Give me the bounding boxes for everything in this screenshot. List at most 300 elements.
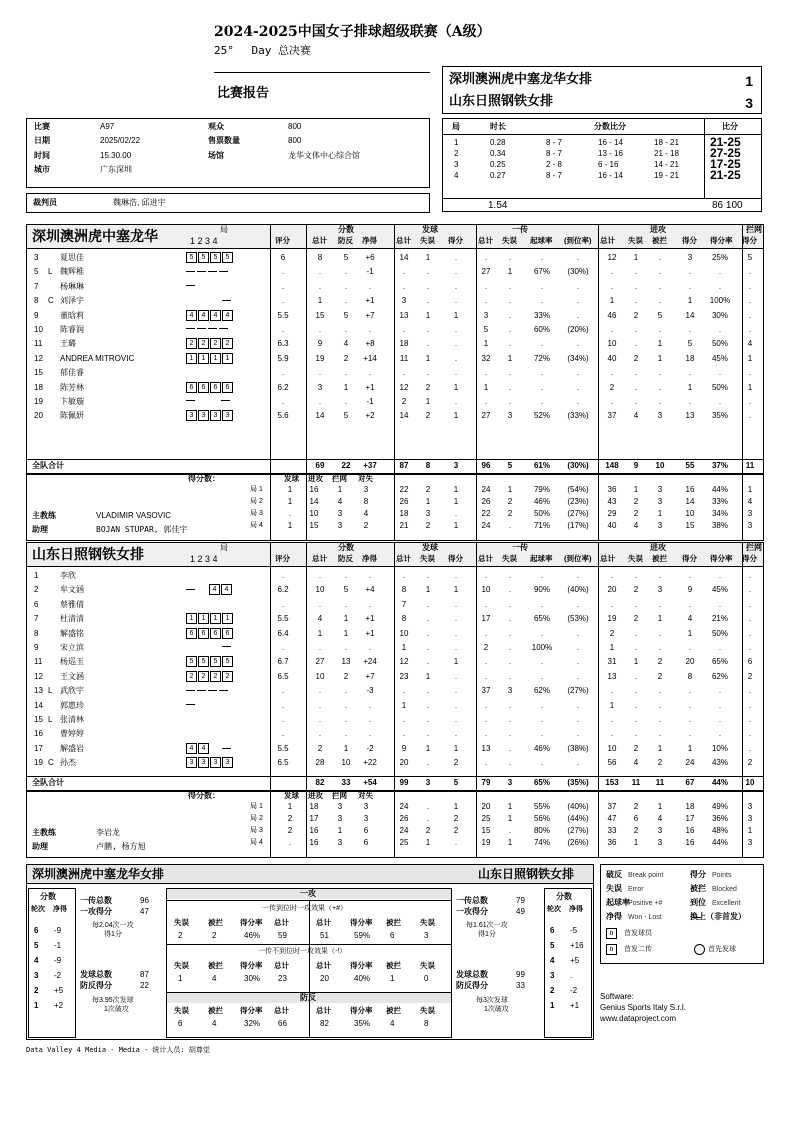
- set-row-label: 局 1: [250, 802, 263, 810]
- player-name: 魏辉稚: [60, 267, 84, 277]
- stat-rerr: 1: [507, 267, 513, 277]
- set-row-aerr: 1: [633, 484, 639, 494]
- total-apct: 37%: [711, 460, 728, 470]
- info-value: 15.30.00: [100, 151, 132, 160]
- total-stot: 99: [399, 777, 409, 787]
- set-row-label: 局 1: [250, 485, 263, 493]
- referee-box: [26, 193, 430, 213]
- set-row-rpos: 56%: [533, 813, 550, 823]
- stat-rexc: (30%): [567, 267, 589, 277]
- reception-total-label: 一传总数: [456, 896, 488, 905]
- starting-position-box: 5: [186, 656, 197, 667]
- stat-rtot: 32: [481, 353, 491, 363]
- scoring-header: 发球: [284, 790, 299, 800]
- stat-apct: .: [718, 325, 722, 334]
- scoring-label: 得分数：: [188, 473, 220, 483]
- stat-bp: 5: [343, 253, 349, 262]
- stat-wl: .: [368, 571, 372, 580]
- stat-rexc: (34%): [567, 353, 589, 363]
- stat-vote: 5.5: [277, 614, 289, 624]
- stat-atot: 46: [607, 310, 617, 320]
- stat-tot: 3: [317, 382, 323, 392]
- stat-vote: 6.4: [277, 628, 289, 638]
- stat-ablo: 5: [657, 310, 663, 320]
- sideout-value: 40%: [354, 974, 371, 983]
- stat-ablo: .: [658, 599, 662, 609]
- set-row-b: 16: [309, 484, 319, 494]
- set-row-c: 1: [337, 484, 343, 494]
- total-bp: 22: [341, 460, 351, 470]
- stat-tot: 10: [315, 671, 325, 681]
- substitute-mark: [197, 271, 206, 272]
- stat-spts: .: [454, 599, 458, 609]
- set-row-rpos: 79%: [533, 484, 550, 494]
- stat-stot: 2: [401, 397, 407, 406]
- setter-legend-icon: n: [606, 944, 617, 955]
- rotation-number: 3: [550, 971, 555, 980]
- sub-header-pos: 起球率: [530, 236, 553, 245]
- stat-rpos: .: [540, 281, 544, 291]
- stat-tot: .: [318, 643, 322, 652]
- stat-ablo: .: [658, 397, 662, 406]
- player-number: 11: [34, 657, 43, 667]
- sideout-value: 82: [320, 1019, 329, 1028]
- set-row-apts: 16: [685, 484, 695, 494]
- stat-bp: .: [344, 643, 348, 652]
- stat-tot: 10: [315, 585, 325, 595]
- set-row-a: .: [288, 837, 292, 847]
- sideout-value: 59: [278, 931, 287, 940]
- starting-position-box: 4: [198, 310, 209, 321]
- stat-serr: .: [426, 628, 430, 638]
- set-partial: 2 - 8: [546, 160, 563, 169]
- stat-bp: .: [344, 571, 348, 580]
- starting-position-box: 6: [210, 382, 221, 393]
- stat-stot: 7: [401, 599, 407, 609]
- break-note: 1次破攻: [104, 1006, 129, 1013]
- stat-apts: 14: [685, 310, 695, 320]
- player-name: 刘泽宇: [60, 296, 84, 306]
- stat-vote: 6: [280, 253, 286, 262]
- stat-serr: 2: [425, 382, 431, 392]
- stat-atot: .: [610, 281, 614, 291]
- substitute-mark: [208, 271, 217, 272]
- total-bk: 10: [745, 777, 755, 787]
- substitute-mark: [197, 328, 206, 329]
- stat-tot: 9: [317, 339, 323, 349]
- legend-key: 破反: [606, 870, 622, 879]
- stat-spts: .: [454, 325, 458, 334]
- set-row-label: 局 2: [250, 814, 263, 822]
- stat-spts: .: [454, 368, 458, 378]
- sub-header-tot: 总计: [600, 554, 615, 563]
- sub-header-tot: 总计: [478, 554, 493, 563]
- substitute-mark: [186, 589, 195, 590]
- sets-header: 时长: [490, 122, 506, 131]
- stat-rpos: 60%: [533, 325, 550, 334]
- starting-position-box: 5: [198, 252, 209, 263]
- set-row-rexc: (40%): [567, 801, 589, 811]
- stat-serr: .: [426, 599, 430, 609]
- set-row-rerr: 2: [507, 508, 513, 518]
- total-apts: 67: [685, 777, 695, 787]
- software-label: Software:: [600, 992, 634, 1001]
- player-number: 8: [34, 296, 39, 306]
- stat-atot: 2: [609, 628, 615, 638]
- stat-apts: .: [688, 715, 692, 724]
- player-sets: [186, 584, 233, 596]
- stat-tot: 14: [315, 411, 325, 421]
- sideout-note: 得1分: [478, 931, 496, 938]
- scoring-header: 对失: [358, 473, 373, 483]
- info-label: 日期: [34, 136, 50, 145]
- player-number: 16: [34, 729, 43, 739]
- stat-bk: .: [748, 628, 752, 638]
- sub-header-wl: 净得: [362, 554, 377, 563]
- player-number: 9: [34, 310, 39, 320]
- stat-atot: .: [610, 267, 614, 277]
- stat-vote: 6.2: [277, 585, 289, 595]
- player-sets: [186, 396, 232, 408]
- set-row-stot: 26: [399, 496, 409, 506]
- sub-header-pos: 起球率: [530, 554, 553, 563]
- stat-rerr: .: [508, 729, 512, 739]
- set-row-atot: 36: [607, 484, 617, 494]
- stat-rpos: .: [540, 253, 544, 262]
- player-name: 李欣: [60, 571, 76, 580]
- set-col-numbers: 1 2 3 4: [190, 236, 218, 246]
- stat-serr: .: [426, 686, 430, 696]
- stat-apct: 45%: [711, 585, 728, 595]
- stat-rerr: .: [508, 614, 512, 624]
- stat-atot: 10: [607, 743, 617, 753]
- legend-serve-first: 首先发球: [708, 946, 736, 953]
- sub-header-blo: 被拦: [652, 236, 667, 245]
- stat-vote: .: [281, 686, 285, 696]
- set-row-stot: 18: [399, 508, 409, 518]
- stat-tot: .: [318, 325, 322, 334]
- stat-aerr: 4: [633, 411, 639, 421]
- sideout-note: 每2.04次一攻: [92, 922, 134, 929]
- stat-rpos: 100%: [531, 643, 553, 652]
- sideout-value: 4: [212, 974, 217, 983]
- footer-credits: Data Valley 4 Media - Media - 统计人员: 胡尊觉: [26, 1046, 210, 1054]
- rotation-net: +5: [54, 986, 64, 995]
- stat-aerr: 2: [633, 353, 639, 363]
- stat-vote: .: [281, 267, 285, 277]
- stat-rtot: 10: [481, 585, 491, 595]
- sub-header-exc: (到位率): [564, 554, 592, 563]
- set-row-serr: .: [426, 801, 430, 811]
- legend-value: Break point: [628, 872, 664, 879]
- info-value: 2025/02/22: [100, 136, 141, 145]
- set-row-spts: .: [454, 837, 458, 847]
- stat-tot: 8: [317, 253, 323, 262]
- sub-header-pts: 得分: [682, 236, 697, 245]
- starting-position-box: 1: [210, 353, 221, 364]
- set-row-apct: 33%: [711, 496, 728, 506]
- stat-rerr: .: [508, 628, 512, 638]
- set-row-rexc: (17%): [567, 520, 589, 530]
- stat-wl: +1: [365, 296, 375, 306]
- stat-serr: .: [426, 657, 430, 667]
- set-row-apts: 10: [685, 508, 695, 518]
- stat-ablo: 1: [657, 743, 663, 753]
- break-note: 1次破攻: [484, 1006, 509, 1013]
- player-sets: [186, 700, 197, 712]
- stat-bk: .: [748, 397, 752, 406]
- player-number: 1: [34, 571, 39, 580]
- sideout-value: 66: [278, 1019, 287, 1028]
- sub-header-blo: 被拦: [652, 554, 667, 563]
- set-row-apct: 38%: [711, 520, 728, 530]
- stat-rerr: .: [508, 715, 512, 724]
- stat-apct: .: [718, 700, 722, 710]
- stat-stot: .: [402, 325, 406, 334]
- total-tot: 69: [315, 460, 325, 470]
- stat-serr: .: [426, 715, 430, 724]
- info-label: 比赛: [34, 122, 50, 131]
- sub-header-exc: (到位率): [564, 236, 592, 245]
- starting-position-box: 2: [210, 338, 221, 349]
- summary-team2: 山东日照钢铁女排: [478, 867, 575, 881]
- stat-rpos: 72%: [533, 353, 550, 363]
- break-note: 每3.95次发球: [92, 997, 134, 1004]
- set-row-serr: 2: [425, 520, 431, 530]
- set-row-bk: 1: [747, 484, 753, 494]
- net-label: 净得: [53, 906, 67, 913]
- set-row-bk: 3: [747, 508, 753, 518]
- set-row-a: 1: [287, 801, 293, 811]
- stat-rtot: 27: [481, 411, 491, 421]
- stat-apts: 1: [687, 743, 693, 753]
- player-number: 3: [34, 253, 39, 262]
- team1-name: 深圳澳洲虎中塞龙华: [32, 229, 158, 245]
- set-row-spts: 1: [453, 496, 459, 506]
- break-points-label: 防反得分: [80, 981, 112, 990]
- stat-stot: 12: [399, 382, 409, 392]
- stat-vote: 6.5: [277, 671, 289, 681]
- stat-stot: 18: [399, 339, 409, 349]
- stat-apct: 50%: [711, 339, 728, 349]
- stat-rerr: 3: [507, 686, 513, 696]
- starting-position-box: 4: [210, 310, 221, 321]
- stat-spts: .: [454, 253, 458, 262]
- stat-bk: .: [748, 411, 752, 421]
- reception-total: 79: [516, 896, 525, 905]
- stat-stot: .: [402, 267, 406, 277]
- stat-apts: 4: [687, 614, 693, 624]
- sideout-value: 3: [424, 931, 429, 940]
- stat-atot: .: [610, 599, 614, 609]
- set-row-serr: 2: [425, 825, 431, 835]
- stat-serr: 1: [425, 253, 431, 262]
- set-row-aerr: 4: [633, 520, 639, 530]
- stat-ablo: .: [658, 700, 662, 710]
- player-sets: [186, 324, 230, 336]
- sideout-value: 35%: [354, 1019, 371, 1028]
- coach-name: VLADIMIR VASOVIC: [96, 510, 171, 520]
- stat-vote: .: [281, 397, 285, 406]
- starting-position-box: 4: [186, 743, 197, 754]
- stat-vote: .: [281, 700, 285, 710]
- stat-apts: 5: [687, 339, 693, 349]
- set-row-label: 局 2: [250, 497, 263, 505]
- set-score: 21-25: [710, 135, 741, 149]
- starting-position-box: 2: [210, 671, 221, 682]
- set-row-stot: 26: [399, 813, 409, 823]
- set-row-rtot: 15: [481, 825, 491, 835]
- stat-wl: +8: [365, 339, 375, 349]
- sideout-bad-reception: 一传不到位时一攻效果（-!）: [258, 948, 347, 955]
- stat-apct: .: [718, 267, 722, 277]
- stat-rpos: .: [540, 339, 544, 349]
- software-url: www.dataproject.com: [600, 1014, 677, 1023]
- sideout-title: 一攻: [300, 889, 316, 898]
- set-score: 21-25: [710, 168, 741, 182]
- stat-rexc: (53%): [567, 614, 589, 624]
- group-header-block: 拦网: [746, 225, 762, 234]
- set-partial: 8 - 7: [546, 149, 563, 158]
- stat-vote: .: [281, 368, 285, 378]
- player-sets: [186, 743, 233, 755]
- stat-aerr: .: [634, 715, 638, 724]
- stat-bp: 5: [343, 310, 349, 320]
- break-points: 22: [140, 981, 149, 990]
- set-row-b: 16: [309, 825, 319, 835]
- rotation-number: 3: [34, 971, 39, 980]
- starting-position-box: 2: [186, 338, 197, 349]
- stat-rerr: .: [508, 310, 512, 320]
- sub-header-tot: 总计: [312, 236, 327, 245]
- stat-rexc: .: [576, 310, 580, 320]
- player-number: 12: [34, 353, 43, 363]
- stat-rerr: .: [508, 743, 512, 753]
- total-rpos: 65%: [533, 777, 550, 787]
- set-partial: 19 - 21: [654, 171, 679, 180]
- set-col-header: 局: [220, 543, 228, 552]
- stat-rexc: (33%): [567, 411, 589, 421]
- set-row-serr: 1: [425, 837, 431, 847]
- stat-wl: .: [368, 599, 372, 609]
- stat-tot: 27: [315, 657, 325, 667]
- set-row-d: 6: [363, 837, 369, 847]
- stat-rtot: .: [484, 296, 488, 306]
- set-row-apct: 36%: [711, 813, 728, 823]
- stat-rpos: .: [540, 700, 544, 710]
- stat-bp: 2: [343, 353, 349, 363]
- serve-total-label: 发球总数: [80, 970, 112, 979]
- substitute-mark: [197, 690, 206, 691]
- sideout-col-header: 得分率: [350, 1006, 373, 1015]
- sideout-value: 4: [390, 1019, 395, 1028]
- stat-serr: .: [426, 758, 430, 768]
- stat-bk: .: [748, 700, 752, 710]
- stat-rerr: 1: [507, 353, 513, 363]
- set-row-apts: 16: [685, 837, 695, 847]
- stat-spts: .: [454, 614, 458, 624]
- stat-spts: .: [454, 339, 458, 349]
- stat-vote: .: [281, 599, 285, 609]
- stat-atot: 2: [609, 382, 615, 392]
- player-number: 7: [34, 281, 39, 291]
- stat-rerr: .: [508, 657, 512, 667]
- sub-header-err: 失误: [420, 554, 435, 563]
- stat-tot: .: [318, 267, 322, 277]
- legend-key: 失误: [606, 884, 622, 893]
- stat-apct: .: [718, 599, 722, 609]
- stat-bk: .: [748, 585, 752, 595]
- stat-atot: .: [610, 729, 614, 739]
- stat-aerr: .: [634, 382, 638, 392]
- stat-aerr: .: [634, 729, 638, 739]
- stat-apct: .: [718, 368, 722, 378]
- stat-aerr: .: [634, 267, 638, 277]
- rotation-net: -9: [54, 956, 62, 965]
- player-number: 14: [34, 700, 43, 710]
- first-serve-legend-icon: n: [606, 928, 617, 939]
- stat-wl: -2: [366, 743, 374, 753]
- player-role: L: [48, 686, 53, 696]
- starting-position-box: 5: [222, 252, 233, 263]
- stat-tot: 1: [317, 628, 323, 638]
- stat-rpos: 65%: [533, 614, 550, 624]
- stat-aerr: .: [634, 643, 638, 652]
- stat-rexc: .: [576, 397, 580, 406]
- set-score: 17-25: [710, 157, 741, 171]
- stat-bp: .: [344, 267, 348, 277]
- set-row-stot: 21: [399, 520, 409, 530]
- referee-value: 魏琳浩, 邱进宇: [113, 198, 166, 207]
- total-wl: +54: [363, 777, 377, 787]
- set-number: 1: [454, 138, 459, 147]
- stat-ablo: 2: [657, 758, 663, 768]
- set-row-c: 3: [337, 801, 343, 811]
- stat-serr: 1: [425, 671, 431, 681]
- team1-name: 深圳澳洲虎中塞龙华女排: [449, 71, 593, 86]
- total-rerr: 5: [507, 460, 513, 470]
- stat-atot: 10: [607, 339, 617, 349]
- set-row-rexc: (23%): [567, 496, 589, 506]
- set-row-spts: 1: [453, 484, 459, 494]
- starting-position-box: 3: [210, 410, 221, 421]
- set-row-ablo: 3: [657, 520, 663, 530]
- stat-spts: 2: [453, 758, 459, 768]
- stat-bp: .: [344, 368, 348, 378]
- stat-aerr: .: [634, 296, 638, 306]
- stat-rpos: .: [540, 657, 544, 667]
- total-serr: 3: [425, 777, 431, 787]
- sub-header-err: 失误: [502, 236, 517, 245]
- stat-bk: 2: [747, 671, 753, 681]
- player-name: 杨巡玉: [60, 657, 84, 667]
- stat-vote: .: [281, 643, 285, 652]
- stat-bk: 2: [747, 758, 753, 768]
- stat-bk: .: [748, 643, 752, 652]
- stat-spts: .: [454, 571, 458, 580]
- stat-aerr: .: [634, 339, 638, 349]
- stat-atot: 1: [609, 296, 615, 306]
- stat-rpos: .: [540, 715, 544, 724]
- stat-rexc: (40%): [567, 585, 589, 595]
- stat-apts: .: [688, 700, 692, 710]
- stat-aerr: .: [634, 368, 638, 378]
- stat-apts: 24: [685, 758, 695, 768]
- player-name: 王璐: [60, 339, 76, 349]
- set-row-ablo: 1: [657, 508, 663, 518]
- player-name: 郁佳睿: [60, 368, 84, 378]
- total-bk: 11: [745, 460, 755, 470]
